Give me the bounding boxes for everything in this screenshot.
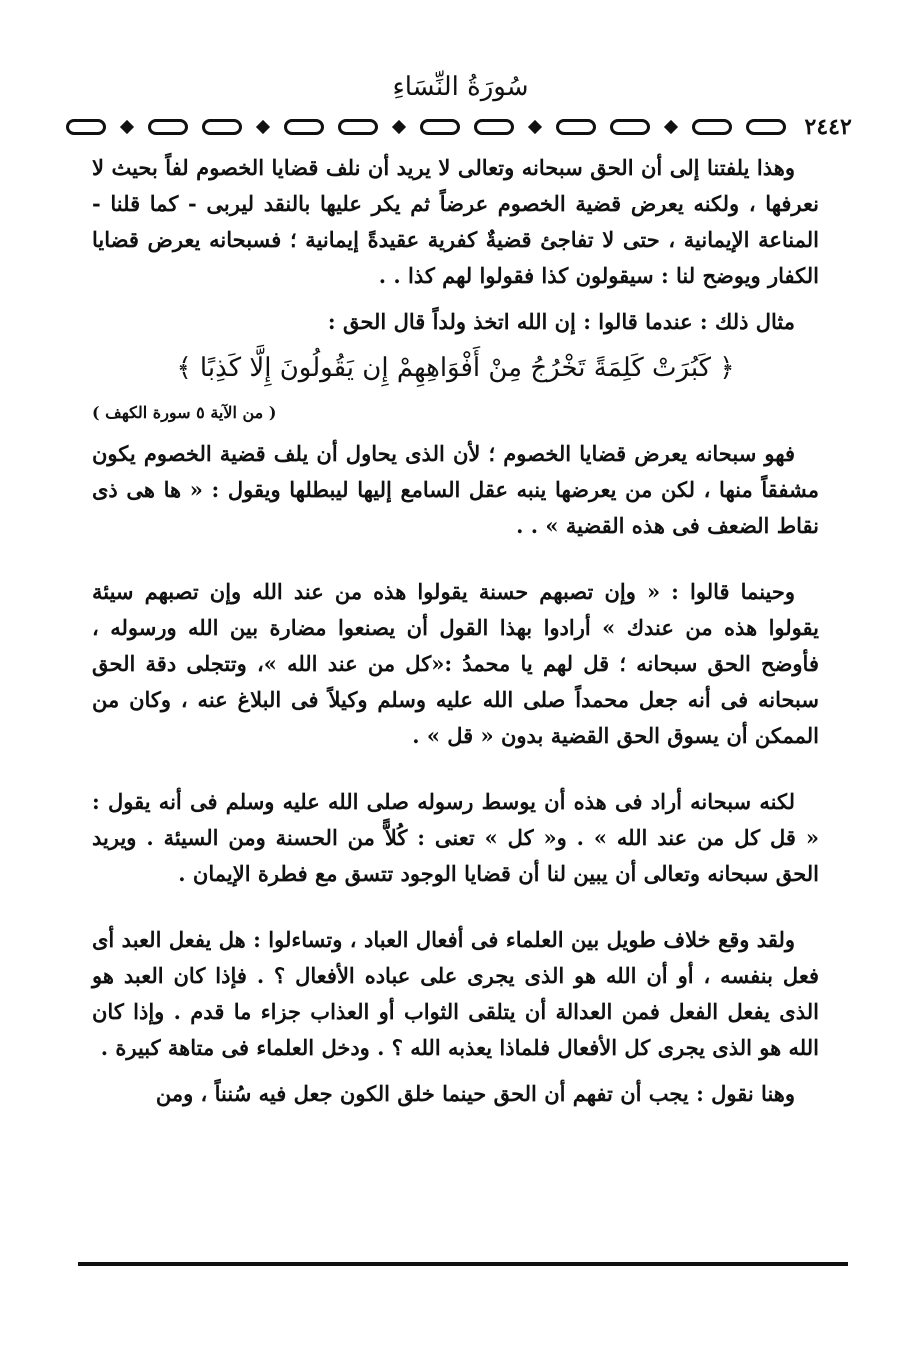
ornament-link	[556, 119, 596, 135]
page-number: ٢٤٤٢	[804, 114, 852, 140]
paragraph-4: وحينما قالوا : « وإن تصبهم حسنة يقولوا هذه من عند الله وإن تصبهم سيئة يقولوا هذه من عندك » أرادوا بهذا القول أن يصنعوا مضارة بين الله ورسوله ، فأوضح الحق سبحانه ؛ قل لهم يا محمدُ :«كل من عند الله »، وتتجلى دقة الحق سبحانه فى أنه جعل محمداً صلى الله عليه وسلم وكيلاً فى البلاغ عنه ، وكان من الممكن أن يسوق الحق القضية بدون « قل » .	[92, 579, 819, 748]
ornament-link	[610, 119, 650, 135]
surah-title: سُورَةُ النِّسَاءِ	[392, 72, 529, 102]
footer-rule	[78, 1262, 848, 1266]
paragraph-6: ولقد وقع خلاف طويل بين العلماء فى أفعال العباد ، وتساءلوا : هل يفعل العبد أى فعل بنفسه ، أو أن الله هو الذى يجرى على عباده الأفعال ؟ . فإذا كان العبد هو الذى يفعل الفعل فمن العدالة أن يتلقى الثواب أو العذاب جزاء ما قدم . وإذا كان الله هو الذى يجرى كل الأفعال فلماذا يعذبه الله ؟ . ودخل العلماء فى متاهة كبيرة .	[92, 927, 819, 1060]
header-ornament-band	[66, 112, 856, 142]
paragraph-1: وهذا يلفتنا إلى أن الحق سبحانه وتعالى لا يريد أن نلف قضايا الخصوم لفاً بحيث لا نعرفها ، ولكنه يعرض قضية الخصوم عرضاً ثم يكر عليها بالنقد ليربى - كما قلنا - المناعة الإيمانية ، حتى لا تفاجئ قضيةٌ كفرية عقيدةً إيمانية ؛ فسبحانه يعرض قضايا الكفار ويوضح لنا : سيقولون كذا فقولوا لهم كذا . .	[92, 155, 819, 288]
ornament-link	[746, 119, 786, 135]
ornament-link	[66, 119, 106, 135]
ornament-link	[202, 119, 242, 135]
page-body	[92, 150, 819, 1112]
ornament-link	[474, 119, 514, 135]
ornament-link	[338, 119, 378, 135]
ornament-link	[148, 119, 188, 135]
paragraph-7: وهنا نقول : يجب أن تفهم أن الحق حينما خلق الكون جعل فيه سُنناً ، ومن	[155, 1081, 795, 1106]
paragraph-3: فهو سبحانه يعرض قضايا الخصوم ؛ لأن الذى يحاول أن يلف قضية الخصوم يكون مشفقاً منها ، لكن من يعرضها ينبه عقل السامع إليها ليبطلها ويقول : « ها هى ذى نقاط الضعف فى هذه القضية » . .	[92, 441, 819, 538]
quran-verse: ﴿ كَبُرَتْ كَلِمَةً تَخْرُجُ مِنْ أَفْوَاهِهِمْ إِن يَقُولُونَ إِلَّا كَذِبًا ﴾	[176, 353, 735, 383]
ornament-diamond	[256, 120, 270, 134]
ornament-diamond	[528, 120, 542, 134]
ornament-diamond	[392, 120, 406, 134]
ornament-link	[692, 119, 732, 135]
paragraph-5: لكنه سبحانه أراد فى هذه أن يوسط رسوله صلى الله عليه وسلم فى أنه يقول : « قل كل من عند الله » . و« كل » تعنى : كُلاًّ من الحسنة ومن السيئة . ويريد الحق سبحانه وتعالى أن يبين لنا أن قضايا الوجود تتسق مع فطرة الإيمان .	[92, 789, 819, 886]
quran-reference: ( من الآية ٥ سورة الكهف )	[92, 403, 277, 422]
ornament-diamond	[120, 120, 134, 134]
paragraph-2: مثال ذلك : عندما قالوا : إن الله اتخذ ولداً قال الحق :	[327, 309, 795, 334]
ornament-link	[420, 119, 460, 135]
ornament-link	[284, 119, 324, 135]
ornament-diamond	[664, 120, 678, 134]
